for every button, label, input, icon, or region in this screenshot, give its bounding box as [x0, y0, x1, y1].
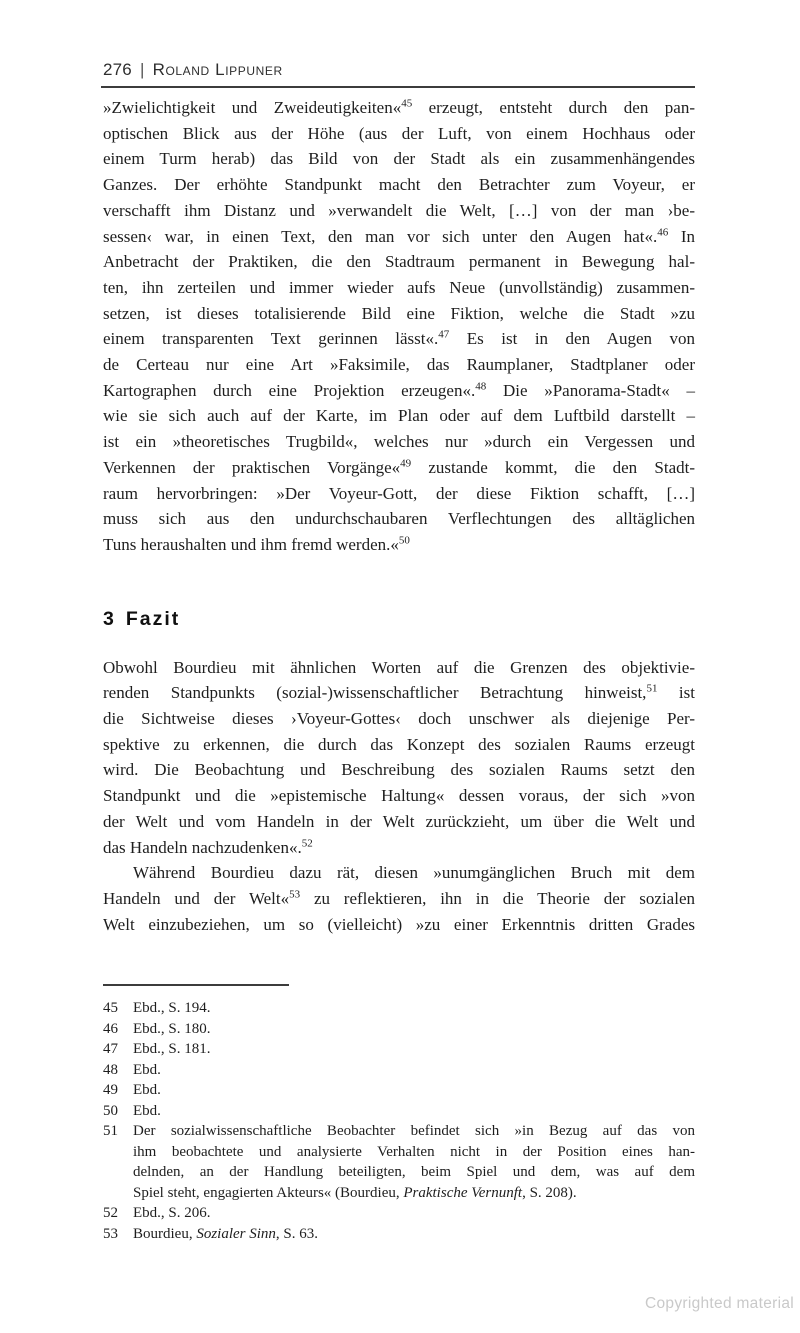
footnote-text — [133, 1224, 695, 1245]
footnote-text — [133, 1203, 695, 1224]
footnote-text — [133, 1060, 695, 1081]
footnote-separator-rule — [103, 984, 289, 986]
paragraph — [103, 95, 695, 558]
text-line: die Sichtweise dieses ›Voyeur-Gottes‹ doch unschwer als diejenige Per- — [103, 709, 695, 729]
footnote-marker: 53 — [289, 888, 301, 901]
footnote-marker: 52 — [301, 836, 313, 849]
text-line: »Zwielichtigkeit und Zweideutigkeiten«$^{45}$ erzeugt, entsteht durch den pan- — [103, 97, 695, 117]
footnote — [103, 1080, 695, 1101]
footnote-marker: 51 — [646, 682, 658, 695]
text-line: Kartographen durch eine Projektion erzeugen«.$^{48}$ Die »Panorama-Stadt« – — [103, 380, 695, 400]
footnote-text — [133, 1019, 695, 1040]
author-name: Roland Lippuner — [152, 60, 283, 79]
footnote-line: Ebd., S. 180. — [133, 1020, 211, 1037]
text-line: das Handeln nachzudenken«.$^{52}$ — [103, 836, 313, 857]
footnote — [103, 1224, 695, 1245]
footnote-number: 51 — [103, 1123, 118, 1139]
footnote-number: 50 — [103, 1102, 118, 1119]
footnote-line: Bourdieu, Sozialer Sinn, S. 63. — [133, 1225, 319, 1242]
text-line: Obwohl Bourdieu mit ähnlichen Worten auf die Grenzen des objektivie- — [103, 657, 695, 677]
text-line: renden Standpunkts (sozial-)wissenschaftlicher Betrachtung hinweist,$^{51}$ ist — [103, 682, 695, 703]
footnote-marker: 45 — [401, 97, 413, 110]
text-line: einem transparenten Text gerinnen lässt«.$^{47}$ Es ist in den Augen von — [103, 328, 696, 349]
text-line: Tuns heraushalten und ihm fremd werden.«$^{50}$ — [103, 534, 410, 554]
footnote-text — [133, 1080, 695, 1101]
footnote-line: Ebd. — [133, 1061, 161, 1078]
footnote-line: Ebd. — [133, 1082, 161, 1098]
header-separator: | — [139, 60, 145, 79]
footnote-marker: 46 — [657, 225, 669, 238]
main-text-column — [103, 95, 695, 937]
text-line: verschafft ihm Distanz und »verwandelt die Welt, […] von der man ›be- — [103, 200, 695, 220]
footnote-marker: 49 — [400, 457, 412, 470]
footnote-number: 53 — [103, 1225, 118, 1242]
text-line: Standpunkt und die »epistemische Haltung« dessen voraus, der sich »von — [103, 786, 695, 806]
text-line: sessen‹ war, in einen Text, den man vor sich unter den Augen hat«.$^{46}$ In — [103, 225, 695, 246]
text-line: einem Turm herab) das Bild von der Stadt als ein zusammenhängendes — [103, 149, 695, 169]
text-line: optischen Blick aus der Höhe (aus der Luft, von einem Hochhaus oder — [103, 123, 695, 143]
italic-title: Praktische Vernunft — [403, 1184, 523, 1201]
text-line: der Welt und vom Handeln in der Welt zurückzieht, um über die Welt und — [103, 811, 695, 831]
section-heading — [103, 607, 695, 631]
footnote-text — [133, 1121, 695, 1203]
text-line: spektive zu erkennen, die durch das Konzept des sozialen Raums erzeugt — [103, 734, 695, 754]
footnote-line: Ebd., S. 181. — [133, 1041, 211, 1057]
footnote-number: 52 — [103, 1205, 118, 1221]
footnotes-block — [103, 984, 695, 1244]
paragraph-group-1 — [103, 95, 695, 558]
running-header — [103, 60, 695, 80]
footnote-number: 47 — [103, 1041, 118, 1057]
footnote — [103, 1203, 695, 1224]
text-line: wie sie sich auch auf der Karte, im Plan oder auf dem Luftbild darstellt – — [103, 406, 695, 426]
footnote-number: 49 — [103, 1082, 118, 1098]
page-number: 276 — [103, 60, 132, 79]
text-line: muss sich aus den undurchschaubaren Verflechtungen des alltäglichen — [103, 509, 695, 529]
text-line: setzen, ist dieses totalisierende Bild eine Fiktion, welche die Stadt »zu — [103, 303, 695, 323]
text-line: wird. Die Beobachtung und Beschreibung des sozialen Raums setzt den — [103, 760, 695, 780]
footnote-line: Ebd., S. 206. — [133, 1205, 211, 1221]
text-line: Welt einzubeziehen, um so (vielleicht) »zu einer Erkenntnis dritten Grades — [103, 914, 695, 934]
footnote-line: Spiel steht, engagierten Akteurs« (Bourdieu, Praktische Vernunft, S. 208). — [133, 1184, 577, 1201]
copyright-watermark: Copyrighted material — [644, 1295, 794, 1312]
footnote — [103, 1121, 695, 1203]
footnote-number: 46 — [103, 1020, 118, 1037]
footnote-text — [133, 1039, 695, 1060]
text-line: de Certeau nur eine Art »Faksimile, das Raumplaner, Stadtplaner oder — [103, 355, 695, 375]
footnote — [103, 1060, 695, 1081]
footnote — [103, 1101, 695, 1122]
text-line: ten, ihn zerteilen und immer wieder aufs Neue (unvollständig) zusammen- — [103, 277, 695, 297]
footnote-text — [133, 1101, 695, 1122]
footnote — [103, 1039, 695, 1060]
footnote-number: 48 — [103, 1061, 118, 1078]
footnote-text — [133, 998, 695, 1019]
text-line: Anbetracht der Praktiken, die den Stadtraum permanent in Bewegung hal- — [103, 252, 695, 272]
text-line: Ganzes. Der erhöhte Standpunkt macht den Betrachter zum Voyeur, er — [103, 175, 695, 195]
text-line: raum hervorbringen: »Der Voyeur-Gott, der diese Fiktion schafft, […] — [103, 483, 695, 503]
text-line: ist ein »theoretisches Trugbild«, welches nur »durch ein Vergessen und — [103, 432, 695, 452]
footnote-line: delnden, an der Handlung beteiligten, beim Spiel und dem, was auf dem — [133, 1164, 695, 1180]
footnote-marker: 47 — [438, 328, 450, 341]
footnote-marker: 48 — [475, 380, 487, 393]
text-line: Verkennen der praktischen Vorgänge«$^{49}$ zustande kommt, die den Stadt- — [103, 457, 695, 477]
paragraph — [103, 860, 695, 937]
footnote-line: Ebd. — [133, 1102, 161, 1119]
footnote-list — [103, 998, 695, 1244]
footnote-number: 45 — [103, 1000, 118, 1016]
footnote — [103, 998, 695, 1019]
italic-title: Sozialer Sinn — [196, 1225, 276, 1242]
section-title: Fazit — [125, 607, 181, 630]
section-number: 3 — [103, 607, 116, 630]
footnote-line: ihm beobachtete und analysierte Verhalten nicht in der Position eines han- — [133, 1143, 695, 1160]
footnote-marker: 50 — [398, 534, 410, 547]
footnote-line: Der sozialwissenschaftliche Beobachter befindet sich »in Bezug auf das von — [133, 1123, 695, 1139]
footnote — [103, 1019, 695, 1040]
text-line: Handeln und der Welt«$^{53}$ zu reflektieren, ihn in die Theorie der sozialen — [103, 888, 695, 908]
text-line: Während Bourdieu dazu rät, diesen »unumgänglichen Bruch mit dem — [133, 863, 695, 883]
paragraph-group-2 — [103, 655, 695, 938]
paragraph — [103, 655, 695, 861]
footnote-line: Ebd., S. 194. — [133, 1000, 211, 1016]
header-rule — [101, 86, 695, 88]
